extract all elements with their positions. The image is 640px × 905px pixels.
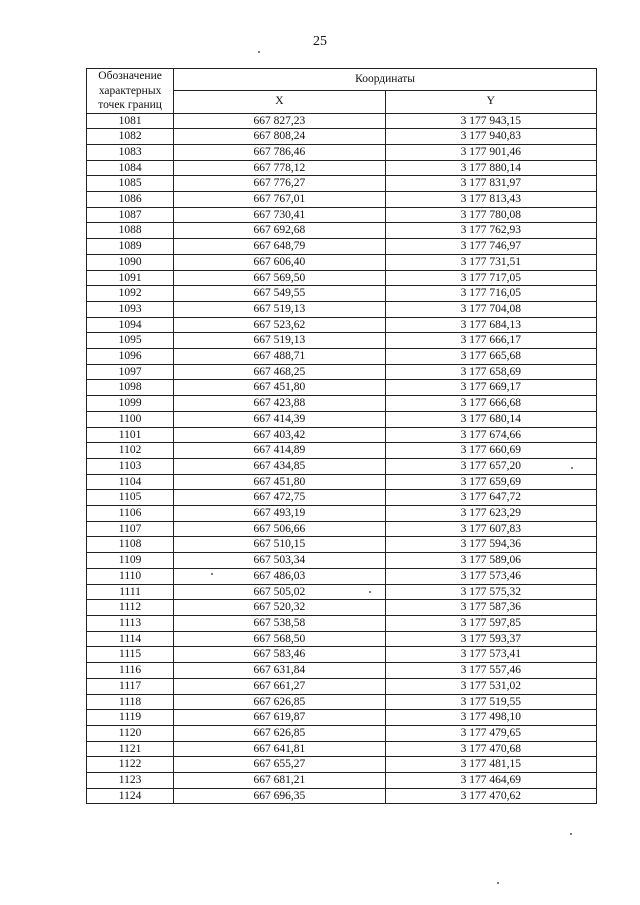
- table-row: [87, 411, 597, 427]
- x-coordinate-cell: 667 606,40: [174, 254, 385, 270]
- point-id-cell: 1121: [87, 741, 174, 757]
- y-coordinate-cell: 3 177 657,20: [385, 458, 596, 474]
- table-row: [87, 176, 597, 192]
- header-point-label: Обозначение характерных точек границ: [87, 69, 174, 114]
- y-coordinate-cell: 3 177 940,83: [385, 129, 596, 145]
- y-coordinate-cell: 3 177 470,62: [385, 788, 596, 804]
- y-coordinate-cell: 3 177 943,15: [385, 113, 596, 129]
- table-row: [87, 160, 597, 176]
- y-coordinate-cell: 3 177 665,68: [385, 349, 596, 365]
- table-row: [87, 553, 597, 569]
- point-id-cell: 1081: [87, 113, 174, 129]
- point-id-cell: 1111: [87, 584, 174, 600]
- x-coordinate-cell: 667 523,62: [174, 317, 385, 333]
- table-row: [87, 725, 597, 741]
- y-coordinate-cell: 3 177 669,17: [385, 380, 596, 396]
- point-id-cell: 1101: [87, 427, 174, 443]
- y-coordinate-cell: 3 177 674,66: [385, 427, 596, 443]
- x-coordinate-cell: 667 472,75: [174, 490, 385, 506]
- point-id-cell: 1105: [87, 490, 174, 506]
- table-row: [87, 349, 597, 365]
- table-row: [87, 333, 597, 349]
- table-row: [87, 286, 597, 302]
- y-coordinate-cell: 3 177 573,46: [385, 568, 596, 584]
- x-coordinate-cell: 667 510,15: [174, 537, 385, 553]
- x-coordinate-cell: 667 786,46: [174, 144, 385, 160]
- y-coordinate-cell: 3 177 780,08: [385, 207, 596, 223]
- x-coordinate-cell: 667 655,27: [174, 757, 385, 773]
- y-coordinate-cell: 3 177 901,46: [385, 144, 596, 160]
- point-id-cell: 1103: [87, 458, 174, 474]
- x-coordinate-cell: 667 488,71: [174, 349, 385, 365]
- point-id-cell: 1089: [87, 239, 174, 255]
- x-coordinate-cell: 667 519,13: [174, 301, 385, 317]
- table-row: [87, 380, 597, 396]
- point-id-cell: 1098: [87, 380, 174, 396]
- x-coordinate-cell: 667 661,27: [174, 678, 385, 694]
- scan-speck: [571, 467, 573, 469]
- point-id-cell: 1114: [87, 631, 174, 647]
- x-coordinate-cell: 667 648,79: [174, 239, 385, 255]
- table-row: [87, 600, 597, 616]
- point-id-cell: 1102: [87, 443, 174, 459]
- x-coordinate-cell: 667 486,03: [174, 568, 385, 584]
- header-coordinates: Координаты: [174, 69, 597, 91]
- y-coordinate-cell: 3 177 684,13: [385, 317, 596, 333]
- x-coordinate-cell: 667 568,50: [174, 631, 385, 647]
- scan-speck: [211, 573, 213, 575]
- point-id-cell: 1124: [87, 788, 174, 804]
- y-coordinate-cell: 3 177 470,68: [385, 741, 596, 757]
- point-id-cell: 1120: [87, 725, 174, 741]
- point-id-cell: 1113: [87, 616, 174, 632]
- table-row: [87, 427, 597, 443]
- x-coordinate-cell: 667 692,68: [174, 223, 385, 239]
- point-id-cell: 1109: [87, 553, 174, 569]
- table-row: [87, 506, 597, 522]
- x-coordinate-cell: 667 808,24: [174, 129, 385, 145]
- point-id-cell: 1087: [87, 207, 174, 223]
- table-row: [87, 647, 597, 663]
- point-id-cell: 1123: [87, 773, 174, 789]
- y-coordinate-cell: 3 177 731,51: [385, 254, 596, 270]
- x-coordinate-cell: 667 434,85: [174, 458, 385, 474]
- x-coordinate-cell: 667 641,81: [174, 741, 385, 757]
- x-coordinate-cell: 667 619,87: [174, 710, 385, 726]
- y-coordinate-cell: 3 177 762,93: [385, 223, 596, 239]
- table-row: [87, 663, 597, 679]
- point-id-cell: 1090: [87, 254, 174, 270]
- table-row: [87, 317, 597, 333]
- table-row: [87, 239, 597, 255]
- scan-speck: [497, 882, 499, 884]
- point-id-cell: 1100: [87, 411, 174, 427]
- point-id-cell: 1116: [87, 663, 174, 679]
- header-x: X: [174, 91, 385, 113]
- x-coordinate-cell: 667 778,12: [174, 160, 385, 176]
- x-coordinate-cell: 667 626,85: [174, 725, 385, 741]
- point-id-cell: 1086: [87, 192, 174, 208]
- y-coordinate-cell: 3 177 704,08: [385, 301, 596, 317]
- y-coordinate-cell: 3 177 716,05: [385, 286, 596, 302]
- y-coordinate-cell: 3 177 623,29: [385, 506, 596, 522]
- table-row: [87, 490, 597, 506]
- point-id-cell: 1092: [87, 286, 174, 302]
- x-coordinate-cell: 667 520,32: [174, 600, 385, 616]
- scan-speck: [369, 591, 371, 593]
- point-id-cell: 1082: [87, 129, 174, 145]
- table-row: [87, 631, 597, 647]
- table-row: [87, 537, 597, 553]
- point-id-cell: 1108: [87, 537, 174, 553]
- y-coordinate-cell: 3 177 531,02: [385, 678, 596, 694]
- y-coordinate-cell: 3 177 594,36: [385, 537, 596, 553]
- x-coordinate-cell: 667 631,84: [174, 663, 385, 679]
- x-coordinate-cell: 667 503,34: [174, 553, 385, 569]
- y-coordinate-cell: 3 177 831,97: [385, 176, 596, 192]
- x-coordinate-cell: 667 414,89: [174, 443, 385, 459]
- scan-speck: [570, 833, 572, 835]
- y-coordinate-cell: 3 177 575,32: [385, 584, 596, 600]
- table-row: [87, 694, 597, 710]
- point-id-cell: 1091: [87, 270, 174, 286]
- coordinates-table: [86, 68, 597, 804]
- table-row: [87, 458, 597, 474]
- point-id-cell: 1084: [87, 160, 174, 176]
- table-row: [87, 396, 597, 412]
- point-id-cell: 1093: [87, 301, 174, 317]
- y-coordinate-cell: 3 177 573,41: [385, 647, 596, 663]
- point-id-cell: 1083: [87, 144, 174, 160]
- table-row: [87, 773, 597, 789]
- x-coordinate-cell: 667 468,25: [174, 364, 385, 380]
- y-coordinate-cell: 3 177 660,69: [385, 443, 596, 459]
- point-id-cell: 1097: [87, 364, 174, 380]
- table-body: [87, 113, 597, 804]
- x-coordinate-cell: 667 569,50: [174, 270, 385, 286]
- x-coordinate-cell: 667 451,80: [174, 380, 385, 396]
- point-id-cell: 1094: [87, 317, 174, 333]
- point-id-cell: 1095: [87, 333, 174, 349]
- y-coordinate-cell: 3 177 666,68: [385, 396, 596, 412]
- x-coordinate-cell: 667 767,01: [174, 192, 385, 208]
- x-coordinate-cell: 667 538,58: [174, 616, 385, 632]
- table-row: [87, 270, 597, 286]
- x-coordinate-cell: 667 776,27: [174, 176, 385, 192]
- x-coordinate-cell: 667 681,21: [174, 773, 385, 789]
- point-id-cell: 1118: [87, 694, 174, 710]
- y-coordinate-cell: 3 177 597,85: [385, 616, 596, 632]
- y-coordinate-cell: 3 177 659,69: [385, 474, 596, 490]
- y-coordinate-cell: 3 177 479,65: [385, 725, 596, 741]
- table-row: [87, 443, 597, 459]
- table-row: [87, 301, 597, 317]
- x-coordinate-cell: 667 403,42: [174, 427, 385, 443]
- point-id-cell: 1122: [87, 757, 174, 773]
- page-number: 25: [313, 34, 327, 49]
- point-id-cell: 1107: [87, 521, 174, 537]
- point-id-cell: 1117: [87, 678, 174, 694]
- y-coordinate-cell: 3 177 647,72: [385, 490, 596, 506]
- table-row: [87, 757, 597, 773]
- x-coordinate-cell: 667 827,23: [174, 113, 385, 129]
- table-row: [87, 192, 597, 208]
- x-coordinate-cell: 667 730,41: [174, 207, 385, 223]
- x-coordinate-cell: 667 519,13: [174, 333, 385, 349]
- scan-speck: [258, 51, 260, 53]
- table-row: [87, 678, 597, 694]
- x-coordinate-cell: 667 583,46: [174, 647, 385, 663]
- point-id-cell: 1119: [87, 710, 174, 726]
- x-coordinate-cell: 667 505,02: [174, 584, 385, 600]
- point-id-cell: 1112: [87, 600, 174, 616]
- table-row: [87, 568, 597, 584]
- y-coordinate-cell: 3 177 666,17: [385, 333, 596, 349]
- table-row: [87, 584, 597, 600]
- y-coordinate-cell: 3 177 813,43: [385, 192, 596, 208]
- y-coordinate-cell: 3 177 481,15: [385, 757, 596, 773]
- table-row: [87, 521, 597, 537]
- table-row: [87, 474, 597, 490]
- x-coordinate-cell: 667 506,66: [174, 521, 385, 537]
- y-coordinate-cell: 3 177 746,97: [385, 239, 596, 255]
- table-row: [87, 364, 597, 380]
- table-header: [87, 69, 597, 114]
- y-coordinate-cell: 3 177 587,36: [385, 600, 596, 616]
- table-row: [87, 741, 597, 757]
- table-row: [87, 129, 597, 145]
- y-coordinate-cell: 3 177 593,37: [385, 631, 596, 647]
- table-row: [87, 616, 597, 632]
- y-coordinate-cell: 3 177 589,06: [385, 553, 596, 569]
- point-id-cell: 1099: [87, 396, 174, 412]
- y-coordinate-cell: 3 177 680,14: [385, 411, 596, 427]
- header-y: Y: [385, 91, 596, 113]
- table-row: [87, 788, 597, 804]
- point-id-cell: 1104: [87, 474, 174, 490]
- y-coordinate-cell: 3 177 498,10: [385, 710, 596, 726]
- point-id-cell: 1115: [87, 647, 174, 663]
- table-row: [87, 254, 597, 270]
- point-id-cell: 1110: [87, 568, 174, 584]
- x-coordinate-cell: 667 451,80: [174, 474, 385, 490]
- y-coordinate-cell: 3 177 519,55: [385, 694, 596, 710]
- y-coordinate-cell: 3 177 880,14: [385, 160, 596, 176]
- table-row: [87, 710, 597, 726]
- y-coordinate-cell: 3 177 464,69: [385, 773, 596, 789]
- x-coordinate-cell: 667 414,39: [174, 411, 385, 427]
- table-row: [87, 113, 597, 129]
- point-id-cell: 1085: [87, 176, 174, 192]
- y-coordinate-cell: 3 177 658,69: [385, 364, 596, 380]
- point-id-cell: 1088: [87, 223, 174, 239]
- x-coordinate-cell: 667 626,85: [174, 694, 385, 710]
- x-coordinate-cell: 667 423,88: [174, 396, 385, 412]
- y-coordinate-cell: 3 177 717,05: [385, 270, 596, 286]
- point-id-cell: 1106: [87, 506, 174, 522]
- table-row: [87, 223, 597, 239]
- table-row: [87, 207, 597, 223]
- x-coordinate-cell: 667 549,55: [174, 286, 385, 302]
- table-row: [87, 144, 597, 160]
- x-coordinate-cell: 667 696,35: [174, 788, 385, 804]
- x-coordinate-cell: 667 493,19: [174, 506, 385, 522]
- point-id-cell: 1096: [87, 349, 174, 365]
- y-coordinate-cell: 3 177 607,83: [385, 521, 596, 537]
- y-coordinate-cell: 3 177 557,46: [385, 663, 596, 679]
